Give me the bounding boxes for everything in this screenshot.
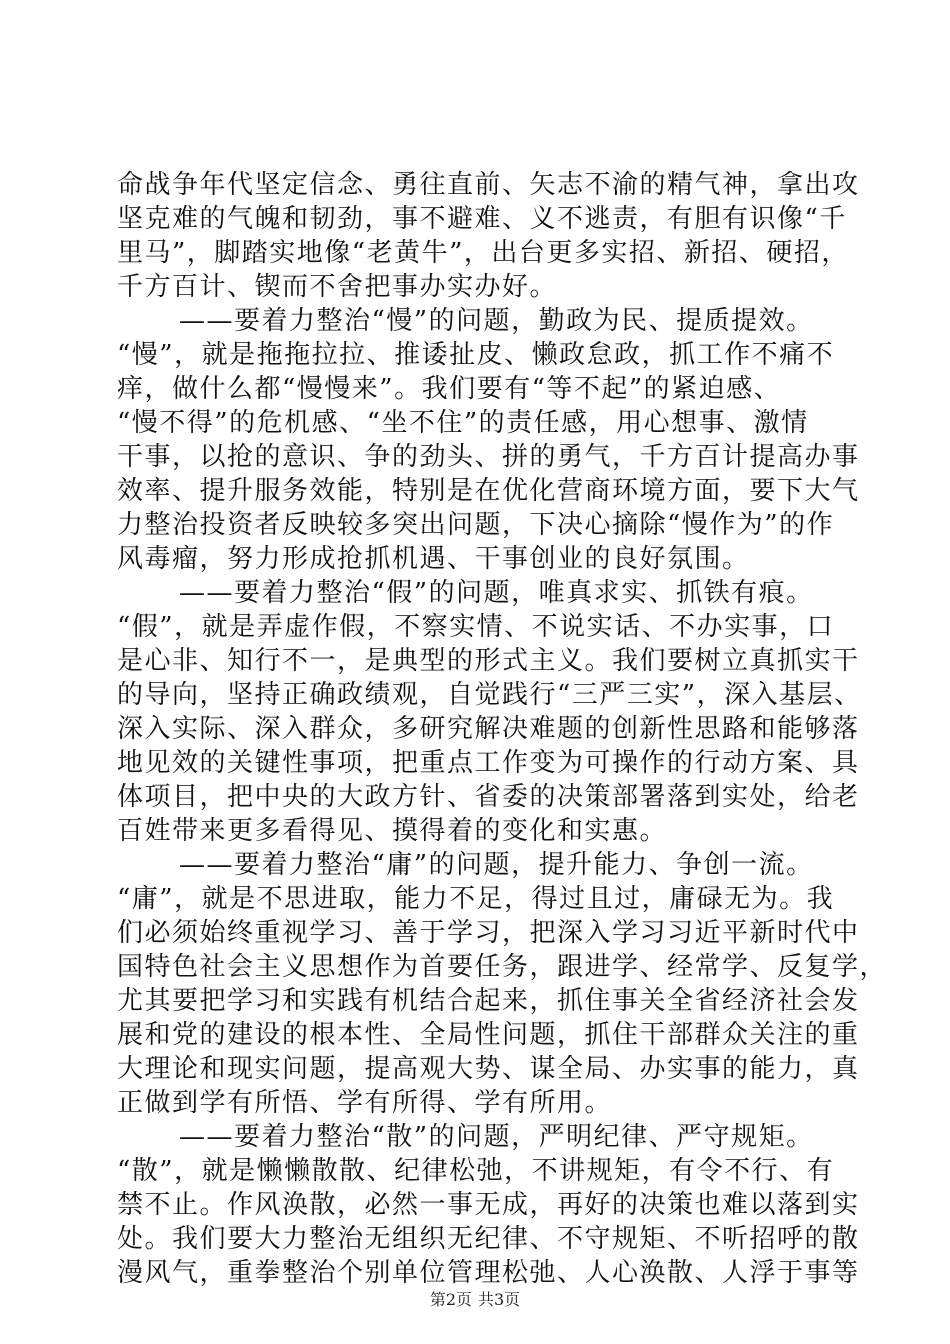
text-line: “假”，就是弄虚作假，不察实情、不说实话、不办实事，口 [117, 612, 835, 642]
text-line: 禁不止。作风涣散，必然一事无成，再好的决策也难以落到实 [117, 1190, 860, 1220]
text-line: 干事，以抢的意识、争的劲头、拼的勇气，千方百计提高办事 [117, 442, 860, 472]
text-line: 效率、提升服务效能，特别是在优化营商环境方面，要下大气 [117, 476, 860, 506]
text-line: 里马”，脚踏实地像“老黄牛”，出台更多实招、新招、硬招， [117, 238, 849, 268]
text-line: 体项目，把中央的大政方针、省委的决策部署落到实处，给老 [117, 782, 860, 812]
text-line: “慢不得”的危机感、“坐不住”的责任感，用心想事、激情 [117, 408, 809, 438]
text-line: 深入实际、深入群众，多研究解决难题的创新性思路和能够落 [117, 714, 860, 744]
text-line: 大理论和现实问题，提高观大势、谋全局、办实事的能力，真 [117, 1054, 860, 1084]
text-line: 地见效的关键性事项，把重点工作变为可操作的行动方案、具 [117, 748, 860, 778]
text-line: “庸”，就是不思进取，能力不足，得过且过，庸碌无为。我 [117, 884, 835, 914]
document-body [117, 168, 888, 1290]
text-line: 力整治投资者反映较多突出问题，下决心摘除“慢作为”的作 [117, 510, 835, 540]
paragraph-heading-line: ——要着力整治“散”的问题，严明纪律、严守规矩。 [179, 1122, 814, 1152]
text-line: 国特色社会主义思想作为首要任务，跟进学、经常学、反复学， [117, 952, 888, 982]
page-footer [0, 1290, 950, 1310]
page-number: 第2页 [429, 1290, 472, 1309]
text-line: “散”，就是懒懒散散、纪律松弛，不讲规矩，有令不行、有 [117, 1156, 835, 1186]
text-line: 漫风气，重拳整治个别单位管理松弛、人心涣散、人浮于事等 [117, 1258, 860, 1288]
text-line: 千方百计、锲而不舍把事办实办好。 [117, 272, 558, 302]
text-line: 们必须始终重视学习、善于学习，把深入学习习近平新时代中 [117, 918, 860, 948]
text-line: 百姓带来更多看得见、摸得着的变化和实惠。 [117, 816, 668, 846]
text-line: 痒，做什么都“慢慢来”。我们要有“等不起”的紧迫感、 [117, 374, 782, 404]
text-line: 处。我们要大力整治无组织无纪律、不守规矩、不听招呼的散 [117, 1224, 860, 1254]
text-line: 坚克难的气魄和韧劲，事不避难、义不逃责，有胆有识像“千 [117, 204, 847, 234]
paragraph-heading-line: ——要着力整治“假”的问题，唯真求实、抓铁有痕。 [179, 578, 814, 608]
text-line: “慢”，就是拖拖拉拉、推诿扯皮、懒政怠政，抓工作不痛不 [117, 340, 835, 370]
text-line: 命战争年代坚定信念、勇往直前、矢志不渝的精气神，拿出攻 [117, 170, 860, 200]
text-line: 正做到学有所悟、学有所得、学有所用。 [117, 1088, 613, 1118]
text-line: 展和党的建设的根本性、全局性问题，抓住干部群众关注的重 [117, 1020, 860, 1050]
text-line: 的导向，坚持正确政绩观，自觉践行“三严三实”，深入基层、 [117, 680, 862, 710]
paragraph-heading-line: ——要着力整治“庸”的问题，提升能力、争创一流。 [179, 850, 814, 880]
text-line: 风毒瘤，努力形成抢抓机遇、干事创业的良好氛围。 [117, 544, 750, 574]
text-line: 是心非、知行不一，是典型的形式主义。我们要树立真抓实干 [117, 646, 860, 676]
text-line: 尤其要把学习和实践有机结合起来，抓住事关全省经济社会发 [117, 986, 860, 1016]
paragraph-heading-line: ——要着力整治“慢”的问题，勤政为民、提质提效。 [179, 306, 814, 336]
page-total: 共3页 [478, 1290, 521, 1309]
